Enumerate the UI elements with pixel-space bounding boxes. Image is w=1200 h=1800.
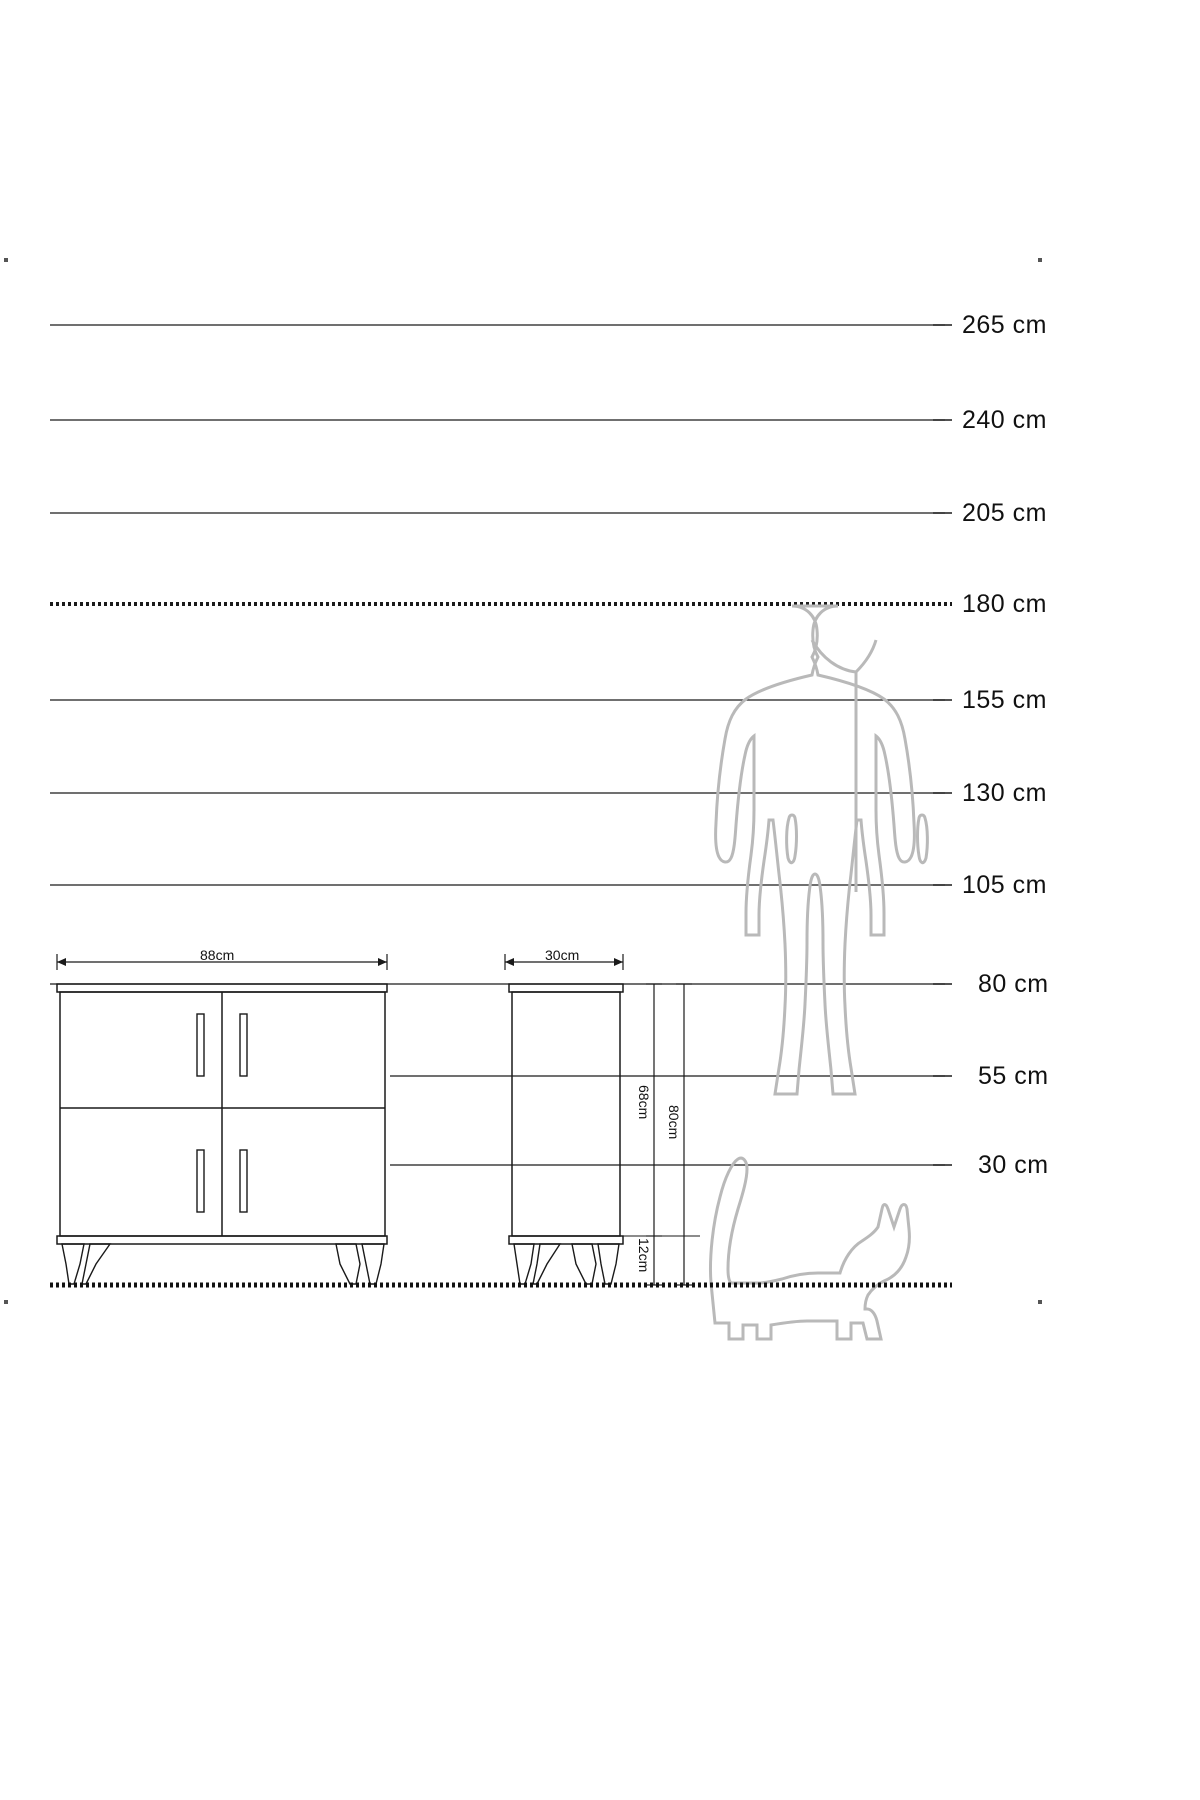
handle-lower-left xyxy=(197,1150,204,1212)
handle-lower-right xyxy=(240,1150,247,1212)
registration-dot-top-right xyxy=(1038,258,1042,262)
registration-dot-bottom-right xyxy=(1038,1300,1042,1304)
tick-label-265: 265 cm xyxy=(962,311,1047,339)
tick-label-55: 55 cm xyxy=(978,1062,1049,1090)
height-reference-lines xyxy=(50,325,952,1165)
dimension-label-sideboard-width: 88cm xyxy=(200,947,235,963)
tick-label-240: 240 cm xyxy=(962,406,1047,434)
tick-label-105: 105 cm xyxy=(962,871,1047,899)
cabinet-top xyxy=(509,984,623,992)
sideboard-leg-right-outer xyxy=(362,1244,384,1284)
cabinet-leg-left-outer xyxy=(514,1244,534,1284)
sideboard-unit xyxy=(57,984,387,1284)
dimension-label-total-height: 80cm xyxy=(666,1105,682,1140)
cabinet-leg-left-inner xyxy=(533,1244,560,1284)
tick-label-80: 80 cm xyxy=(978,970,1049,998)
cabinet-leg-right-inner xyxy=(572,1244,596,1284)
cat-figure-silhouette xyxy=(710,1158,909,1339)
dimension-label-body-height: 68cm xyxy=(636,1085,652,1120)
handle-upper-left xyxy=(197,1014,204,1076)
hand-right xyxy=(918,815,928,863)
tick-label-205: 205 cm xyxy=(962,499,1047,527)
sideboard-leg-left-inner xyxy=(82,1244,110,1284)
dimension-label-leg-height: 12cm xyxy=(636,1238,652,1273)
cabinet-leg-right-outer xyxy=(598,1244,619,1284)
dimension-label-cabinet-width: 30cm xyxy=(545,947,580,963)
collar-right xyxy=(856,640,876,672)
sideboard-leg-right-inner xyxy=(336,1244,360,1284)
handle-upper-right xyxy=(240,1014,247,1076)
tick-label-30: 30 cm xyxy=(978,1151,1049,1179)
registration-dot-top-left xyxy=(4,258,8,262)
tick-label-130: 130 cm xyxy=(962,779,1047,807)
sideboard-base xyxy=(57,1236,387,1244)
cabinet-base xyxy=(509,1236,623,1244)
registration-dot-bottom-left xyxy=(4,1300,8,1304)
sideboard-leg-left-outer xyxy=(62,1244,84,1284)
human-figure-silhouette xyxy=(716,606,928,1094)
tick-label-180: 180 cm xyxy=(962,590,1047,618)
tick-label-155: 155 cm xyxy=(962,686,1047,714)
sideboard-top xyxy=(57,984,387,992)
cabinet-body xyxy=(512,992,620,1236)
cabinet-unit xyxy=(509,984,623,1284)
hand-left xyxy=(787,815,797,863)
tick-marks xyxy=(933,325,952,1165)
